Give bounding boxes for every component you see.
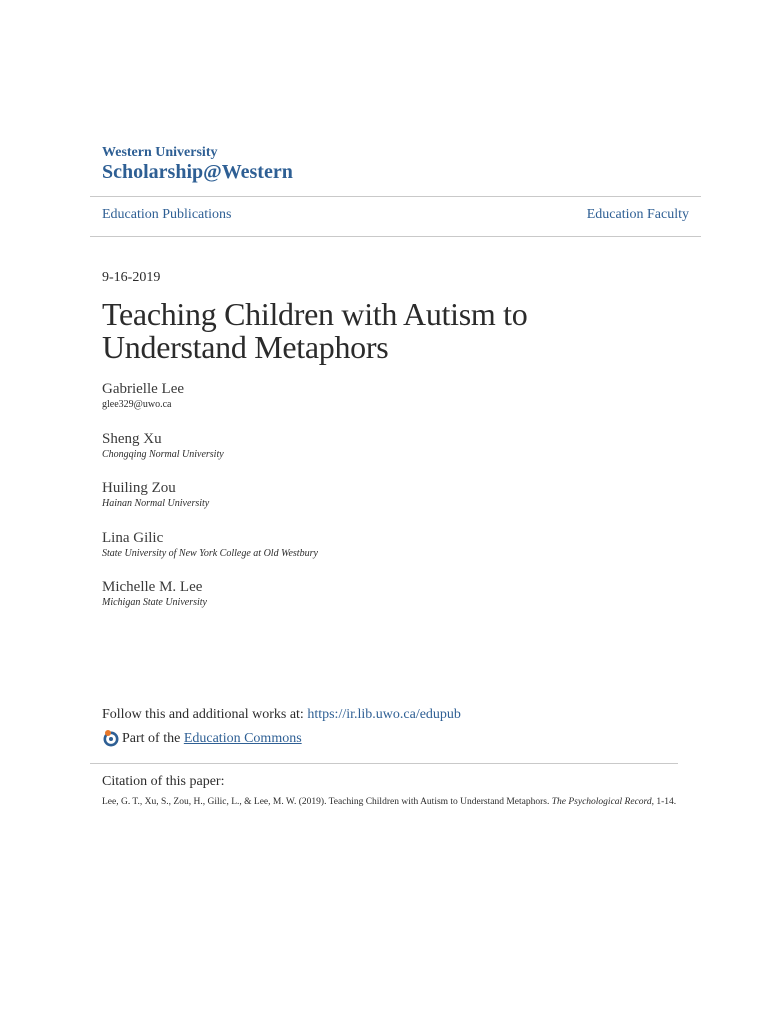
follow-prefix: Follow this and additional works at: bbox=[102, 707, 308, 722]
author-email: glee329@uwo.ca bbox=[102, 399, 172, 410]
citation-pages: , 1-14. bbox=[651, 797, 677, 807]
citation-heading: Citation of this paper: bbox=[102, 774, 225, 789]
author-affiliation: Michigan State University bbox=[102, 597, 207, 608]
author-name: Sheng Xu bbox=[102, 430, 162, 447]
author-name: Lina Gilic bbox=[102, 529, 164, 546]
author-entry bbox=[102, 479, 662, 529]
follow-line bbox=[102, 707, 461, 723]
publication-date: 9-16-2019 bbox=[102, 270, 161, 285]
education-faculty-link[interactable]: Education Faculty bbox=[586, 207, 689, 222]
author-name: Huiling Zou bbox=[102, 480, 176, 496]
education-publications-link[interactable]: Education Publications bbox=[102, 207, 232, 222]
repository-url-link[interactable]: https://ir.lib.uwo.ca/edupub bbox=[307, 707, 461, 722]
author-affiliation: State University of New York College at Old Westbury bbox=[102, 547, 318, 559]
author-affiliation: Hainan Normal University bbox=[102, 498, 210, 509]
part-of-line bbox=[102, 730, 302, 748]
education-commons-link[interactable]: Education Commons bbox=[183, 731, 302, 746]
author-entry bbox=[102, 380, 662, 430]
citation-main: Lee, G. T., Xu, S., Zou, H., Gilic, L., & Lee, M. W. (2019). Teaching Children with Autism to Understand Metaphors. bbox=[102, 797, 552, 807]
author-entry bbox=[102, 430, 662, 480]
citation-journal: The Psychological Record bbox=[551, 797, 652, 807]
citation-text bbox=[102, 796, 682, 809]
author-list bbox=[102, 380, 662, 628]
part-of-prefix: Part of the bbox=[122, 731, 181, 746]
divider-bottom bbox=[90, 763, 678, 764]
author-name: Gabrielle Lee bbox=[102, 381, 185, 397]
author-entry bbox=[102, 578, 662, 628]
network-commons-icon bbox=[102, 729, 120, 747]
author-affiliation: Chongqing Normal University bbox=[102, 448, 224, 460]
author-entry bbox=[102, 529, 662, 579]
university-name: Western University bbox=[102, 145, 218, 160]
divider-middle bbox=[90, 236, 701, 237]
divider-top bbox=[90, 196, 701, 197]
author-name: Michelle M. Lee bbox=[102, 579, 203, 595]
paper-title: Teaching Children with Autism to Understand Metaphors bbox=[102, 296, 528, 365]
repository-name[interactable]: Scholarship@Western bbox=[102, 161, 293, 183]
